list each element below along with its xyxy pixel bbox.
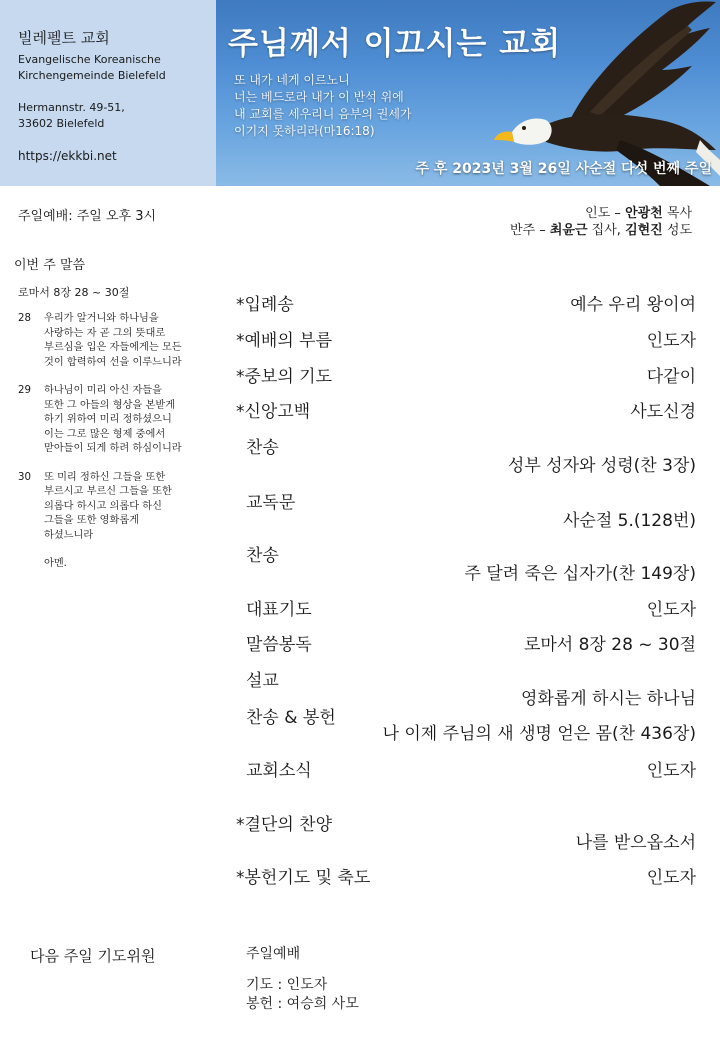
banner-verse-line: 내 교회를 세우리니 음부의 권세가 bbox=[234, 107, 412, 121]
order-item-label: *결단의 찬양 bbox=[236, 815, 333, 835]
verse-line: 우리가 알거니와 하나님을 bbox=[44, 313, 159, 324]
order-item-label: *봉헌기도 및 축도 bbox=[236, 868, 371, 888]
verse-line: 맏아들이 되게 하려 하심이니라 bbox=[44, 443, 182, 454]
order-item-value: 영화롭게 하시는 하나님 bbox=[520, 689, 696, 709]
order-item-value: 성부 성자와 성령(찬 3장) bbox=[507, 456, 696, 476]
order-item-value: 나를 받으옵소서 bbox=[575, 833, 696, 853]
order-item-label: 말씀봉독 bbox=[246, 635, 312, 655]
verse-item bbox=[18, 312, 228, 370]
order-item-value: 인도자 bbox=[646, 868, 696, 888]
church-name: 빌레펠트 교회 bbox=[18, 29, 110, 47]
verse-line: 사랑하는 자 곧 그의 뜻대로 bbox=[44, 327, 166, 339]
order-item-label: 교독문 bbox=[246, 493, 296, 513]
verse-line: 이는 그로 많은 형제 중에서 bbox=[44, 428, 166, 440]
verse-number: 28 bbox=[18, 313, 31, 324]
leader-line: 인도 – 안광천 목사 bbox=[585, 206, 692, 221]
order-item-label: 설교 bbox=[246, 671, 279, 691]
verse-line: 하기 위하여 미리 정하셨으니 bbox=[44, 414, 172, 425]
order-item-value: 사순절 5.(128번) bbox=[562, 511, 696, 531]
order-item-label: 찬송 bbox=[246, 546, 279, 566]
next-week-prayer-heading: 다음 주일 기도위원 bbox=[30, 947, 156, 965]
banner-verse-line: 너는 베드로라 내가 이 반석 위에 bbox=[234, 90, 404, 104]
address-line-2: 33602 Bielefeld bbox=[18, 117, 105, 130]
church-info-panel bbox=[0, 0, 216, 186]
order-item-label: *신앙고백 bbox=[236, 402, 311, 422]
accompanist-line: 반주 – 최윤근 집사, 김현진 성도 bbox=[509, 223, 692, 238]
verse-line: 부르시고 부르신 그들을 또한 bbox=[44, 486, 172, 497]
service-date: 주 후 2023년 3월 26일 사순절 다섯 번째 주일 bbox=[415, 161, 712, 177]
order-item-label: *중보의 기도 bbox=[236, 367, 333, 387]
accompanist-name-2: 김현진 bbox=[625, 223, 663, 238]
leader-name: 안광천 bbox=[625, 206, 663, 221]
order-item-label: 교회소식 bbox=[246, 761, 312, 781]
next-service-name: 주일예배 bbox=[246, 946, 301, 962]
verse-line: 하나님이 미리 아신 자들을 bbox=[44, 385, 162, 396]
amen-text: 아멘. bbox=[44, 558, 67, 569]
scripture-reference: 로마서 8장 28 ~ 30절 bbox=[18, 286, 130, 299]
next-offering: 봉헌 : 여승희 사모 bbox=[246, 996, 359, 1012]
order-item-value: 예수 우리 왕이여 bbox=[570, 295, 696, 315]
next-prayer: 기도 : 인도자 bbox=[246, 977, 328, 993]
church-website-link[interactable]: https://ekkbi.net bbox=[18, 149, 117, 163]
accompanist-name-1: 최윤근 bbox=[549, 223, 588, 238]
order-of-service bbox=[236, 0, 696, 1040]
verse-item bbox=[18, 471, 228, 544]
banner-verse-line: 또 내가 네게 이르노니 bbox=[234, 73, 350, 87]
worship-time: 주일예배: 주일 오후 3시 bbox=[18, 209, 157, 224]
order-item-value: 인도자 bbox=[646, 761, 696, 781]
verse-number: 29 bbox=[18, 385, 31, 396]
verse-item bbox=[18, 384, 228, 457]
verse-line: 하셨느니라 bbox=[44, 529, 94, 541]
order-item-value: 사도신경 bbox=[630, 402, 696, 422]
order-item-value: 나 이제 주님의 새 생명 얻은 몸(찬 436장) bbox=[382, 724, 696, 744]
church-name-german-2: Kirchengemeinde Bielefeld bbox=[18, 69, 166, 82]
order-item-value: 주 달려 죽은 십자가(찬 149장) bbox=[464, 564, 696, 584]
verse-line: 그들을 또한 영화롭게 bbox=[44, 515, 140, 526]
verse-line: 또한 그 아들의 형상을 본받게 bbox=[44, 399, 176, 411]
order-item-label: *예배의 부름 bbox=[236, 331, 333, 351]
banner-title: 주님께서 이끄시는 교회 bbox=[228, 26, 562, 62]
verse-line: 의롭다 하시고 의롭다 하신 bbox=[44, 500, 162, 512]
address-line-1: Hermannstr. 49-51, bbox=[18, 101, 125, 114]
order-item-label: 찬송 & 봉헌 bbox=[246, 708, 336, 728]
order-item-label: 대표기도 bbox=[246, 600, 312, 620]
order-item-label: 찬송 bbox=[246, 438, 279, 458]
order-item-value: 인도자 bbox=[646, 331, 696, 351]
order-item-value: 다같이 bbox=[646, 367, 696, 387]
verse-line: 부르심을 입은 자들에게는 모든 bbox=[44, 342, 182, 353]
verse-line: 또 미리 정하신 그들을 또한 bbox=[44, 471, 166, 483]
verse-line: 것이 합력하여 선을 이루느니라 bbox=[44, 356, 182, 368]
scripture-heading: 이번 주 말씀 bbox=[14, 258, 86, 273]
verse-number: 30 bbox=[18, 471, 31, 483]
order-item-label: *입례송 bbox=[236, 295, 294, 315]
scripture-verses bbox=[18, 312, 228, 572]
church-name-german-1: Evangelische Koreanische bbox=[18, 53, 161, 66]
banner-verse-line: 이기지 못하리라(마16:18) bbox=[234, 124, 375, 138]
order-item-value: 로마서 8장 28 ~ 30절 bbox=[523, 635, 696, 655]
next-week-roles bbox=[246, 945, 359, 1014]
order-item-value: 인도자 bbox=[646, 600, 696, 620]
